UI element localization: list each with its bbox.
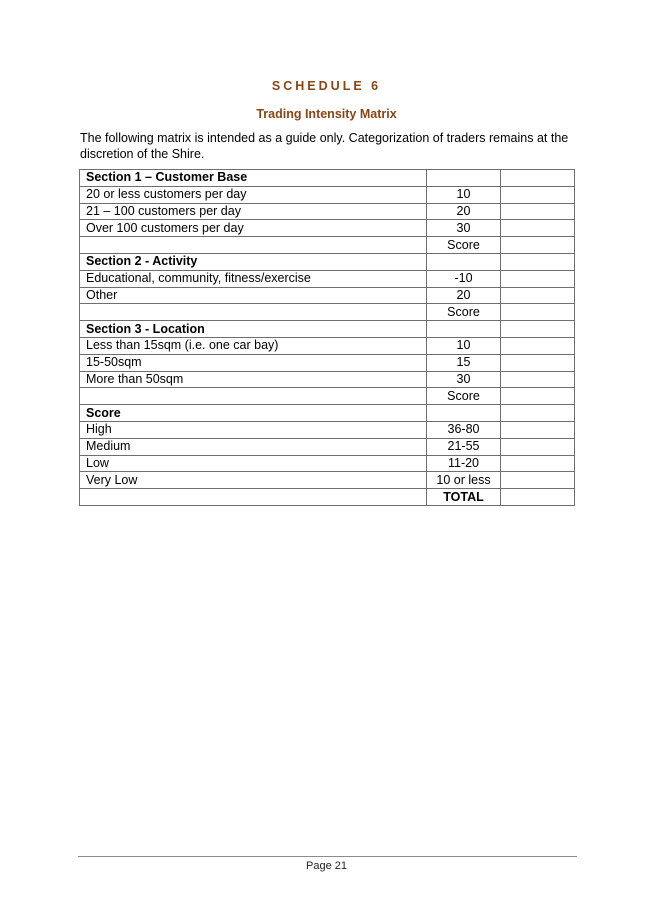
section-title: Section 1 – Customer Base [80,170,427,187]
table-row [80,354,575,371]
table-row [80,270,575,287]
score-label: Score [427,237,501,254]
entry-cell [501,354,575,371]
table-row [80,220,575,237]
section-title: Section 3 - Location [80,321,427,338]
points-value: 10 [427,337,501,354]
score-row [80,237,575,254]
points-value [427,170,501,187]
table-row [80,287,575,304]
points-value: 10 [427,186,501,203]
points-value: 36-80 [427,421,501,438]
points-value [427,321,501,338]
points-value: 20 [427,287,501,304]
trading-intensity-matrix [79,169,575,506]
criterion-label: 15-50sqm [80,354,427,371]
entry-cell [501,421,575,438]
entry-cell [501,220,575,237]
criterion-label: More than 50sqm [80,371,427,388]
score-label: Score [427,304,501,321]
schedule-heading: SCHEDULE 6 [271,79,382,93]
table-row [80,438,575,455]
points-value [427,253,501,270]
entry-cell [501,388,575,405]
criterion-label: Less than 15sqm (i.e. one car bay) [80,337,427,354]
score-row [80,304,575,321]
total-row [80,489,575,506]
table-row [80,371,575,388]
criterion-label: 20 or less customers per day [80,186,427,203]
entry-cell [501,170,575,187]
document-title: Trading Intensity Matrix [256,107,397,121]
table-row [80,186,575,203]
entry-cell [501,405,575,422]
points-value [427,405,501,422]
criterion-label: Medium [80,438,427,455]
table-row [80,455,575,472]
criterion-label: Other [80,287,427,304]
criterion-label [80,489,427,506]
points-value: 15 [427,354,501,371]
matrix-body [80,170,575,506]
table-row [80,472,575,489]
criterion-label: 21 – 100 customers per day [80,203,427,220]
footer-divider [78,856,577,857]
total-label: TOTAL [427,489,501,506]
points-value: 20 [427,203,501,220]
criterion-label: Educational, community, fitness/exercise [80,270,427,287]
section-header-row [80,321,575,338]
score-label: Score [427,388,501,405]
entry-cell [501,186,575,203]
score-row [80,388,575,405]
section-title: Section 2 - Activity [80,253,427,270]
points-value: 21-55 [427,438,501,455]
section-header-row [80,253,575,270]
points-value: 30 [427,371,501,388]
points-value: 30 [427,220,501,237]
entry-cell [501,304,575,321]
entry-cell [501,237,575,254]
entry-cell [501,337,575,354]
entry-cell [501,489,575,506]
criterion-label: Over 100 customers per day [80,220,427,237]
criterion-label: Very Low [80,472,427,489]
entry-cell [501,287,575,304]
points-value: 10 or less [427,472,501,489]
intro-paragraph: The following matrix is intended as a guide only. Categorization of traders remains at the discretion of the Shire. [80,131,569,161]
criterion-label [80,304,427,321]
criterion-label [80,237,427,254]
points-value: 11-20 [427,455,501,472]
entry-cell [501,371,575,388]
criterion-label: High [80,421,427,438]
section-header-row [80,170,575,187]
section-header-row [80,405,575,422]
entry-cell [501,270,575,287]
entry-cell [501,321,575,338]
table-row [80,421,575,438]
entry-cell [501,203,575,220]
entry-cell [501,455,575,472]
section-title: Score [80,405,427,422]
entry-cell [501,472,575,489]
table-row [80,337,575,354]
points-value: -10 [427,270,501,287]
criterion-label [80,388,427,405]
table-row [80,203,575,220]
criterion-label: Low [80,455,427,472]
page-number: Page 21 [306,860,347,872]
entry-cell [501,438,575,455]
entry-cell [501,253,575,270]
